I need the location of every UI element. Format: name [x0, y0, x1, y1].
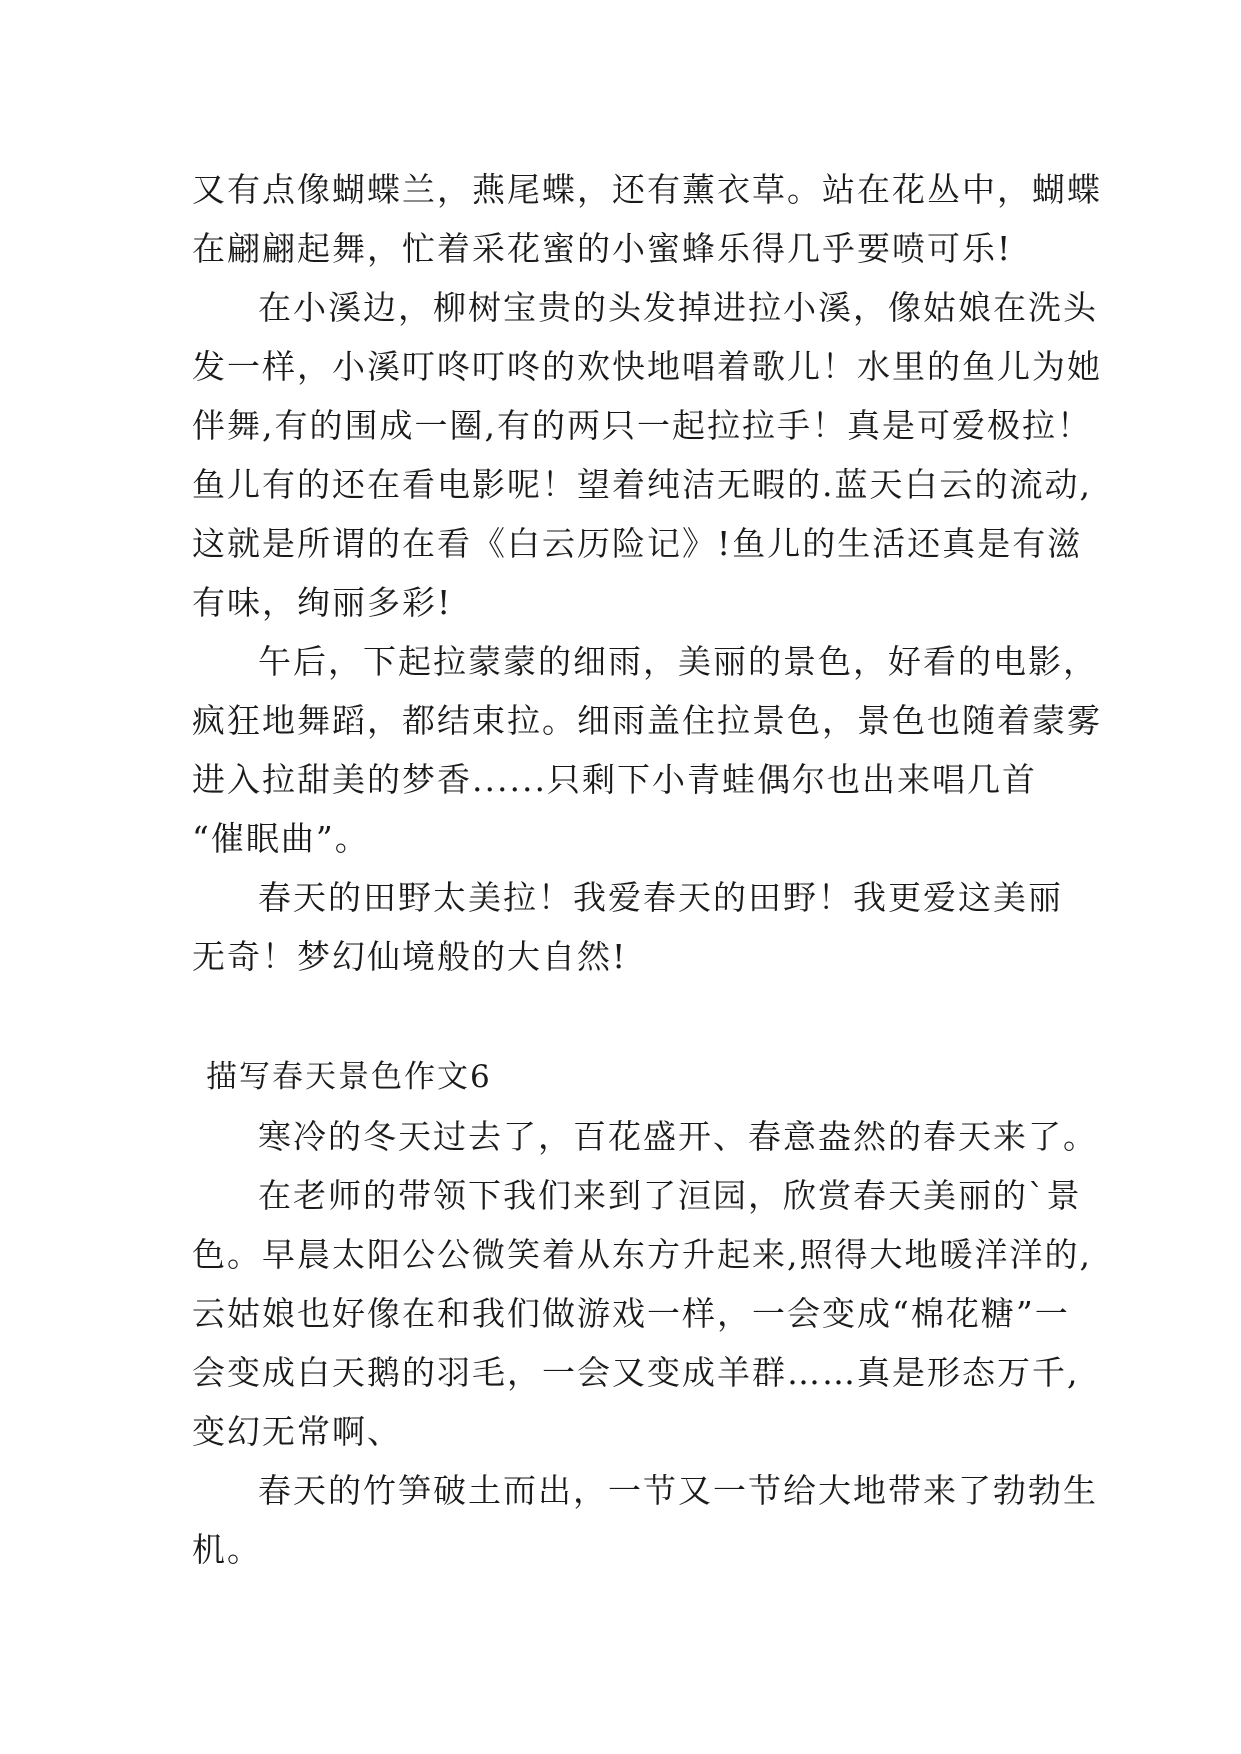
paragraph-start-line: 在小溪边，柳树宝贵的头发掉进拉小溪，像姑娘在洗头: [258, 288, 1098, 327]
text-line: 云姑娘也好像在和我们做游戏一样，一会变成“棉花糖”一: [192, 1294, 1070, 1333]
text-line: 有味，绚丽多彩!: [192, 583, 453, 622]
text-line: “催眠曲”。: [192, 819, 370, 858]
text-line: 色。早晨太阳公公微笑着从东方升起来,照得大地暖洋洋的,: [192, 1235, 1092, 1274]
paragraph-start-line: 午后，下起拉蒙蒙的细雨，美丽的景色，好看的电影，: [258, 642, 1098, 681]
text-line: 鱼儿有的还在看电影呢！望着纯洁无暇的.蓝天白云的流动,: [192, 465, 1092, 504]
text-line: 进入拉甜美的梦香......只剩下小青蛙偶尔也出来唱几首: [192, 760, 1037, 799]
text-line: 这就是所谓的在看《白云历险记》!鱼儿的生活还真是有滋: [192, 524, 1083, 563]
document-page: [192, 160, 1102, 1579]
text-line: 变幻无常啊、: [192, 1412, 402, 1451]
paragraph-start-line: 春天的田野太美拉！我爱春天的田野！我更爱这美丽: [258, 878, 1063, 917]
paragraph-start-line: 寒冷的冬天过去了，百花盛开、春意盎然的春天来了。: [258, 1117, 1098, 1156]
text-line: 发一样，小溪叮咚叮咚的欢快地唱着歌儿！水里的鱼儿为她: [192, 347, 1102, 386]
text-line: 在翩翩起舞，忙着采花蜜的小蜜蜂乐得几乎要喷可乐!: [192, 229, 1013, 268]
text-line: 机。: [192, 1530, 262, 1569]
text-line: 伴舞,有的围成一圈,有的两只一起拉拉手！真是可爱极拉！: [192, 406, 1092, 445]
text-line: 无奇！梦幻仙境般的大自然!: [192, 937, 628, 976]
paragraph-start-line: 春天的竹笋破土而出，一节又一节给大地带来了勃勃生: [258, 1471, 1098, 1510]
section-heading: 描写春天景色作文6: [206, 1059, 492, 1095]
text-line: 疯狂地舞蹈，都结束拉。细雨盖住拉景色，景色也随着蒙雾: [192, 701, 1102, 740]
section-spacer: [192, 986, 1072, 1048]
paragraph-start-line: 在老师的带领下我们来到了洹园，欣赏春天美丽的`景: [258, 1176, 1082, 1215]
text-line: 又有点像蝴蝶兰，燕尾蝶，还有薰衣草。站在花丛中，蝴蝶: [192, 170, 1102, 209]
text-line: 会变成白天鹅的羽毛，一会又变成羊群……真是形态万千,: [192, 1353, 1080, 1392]
